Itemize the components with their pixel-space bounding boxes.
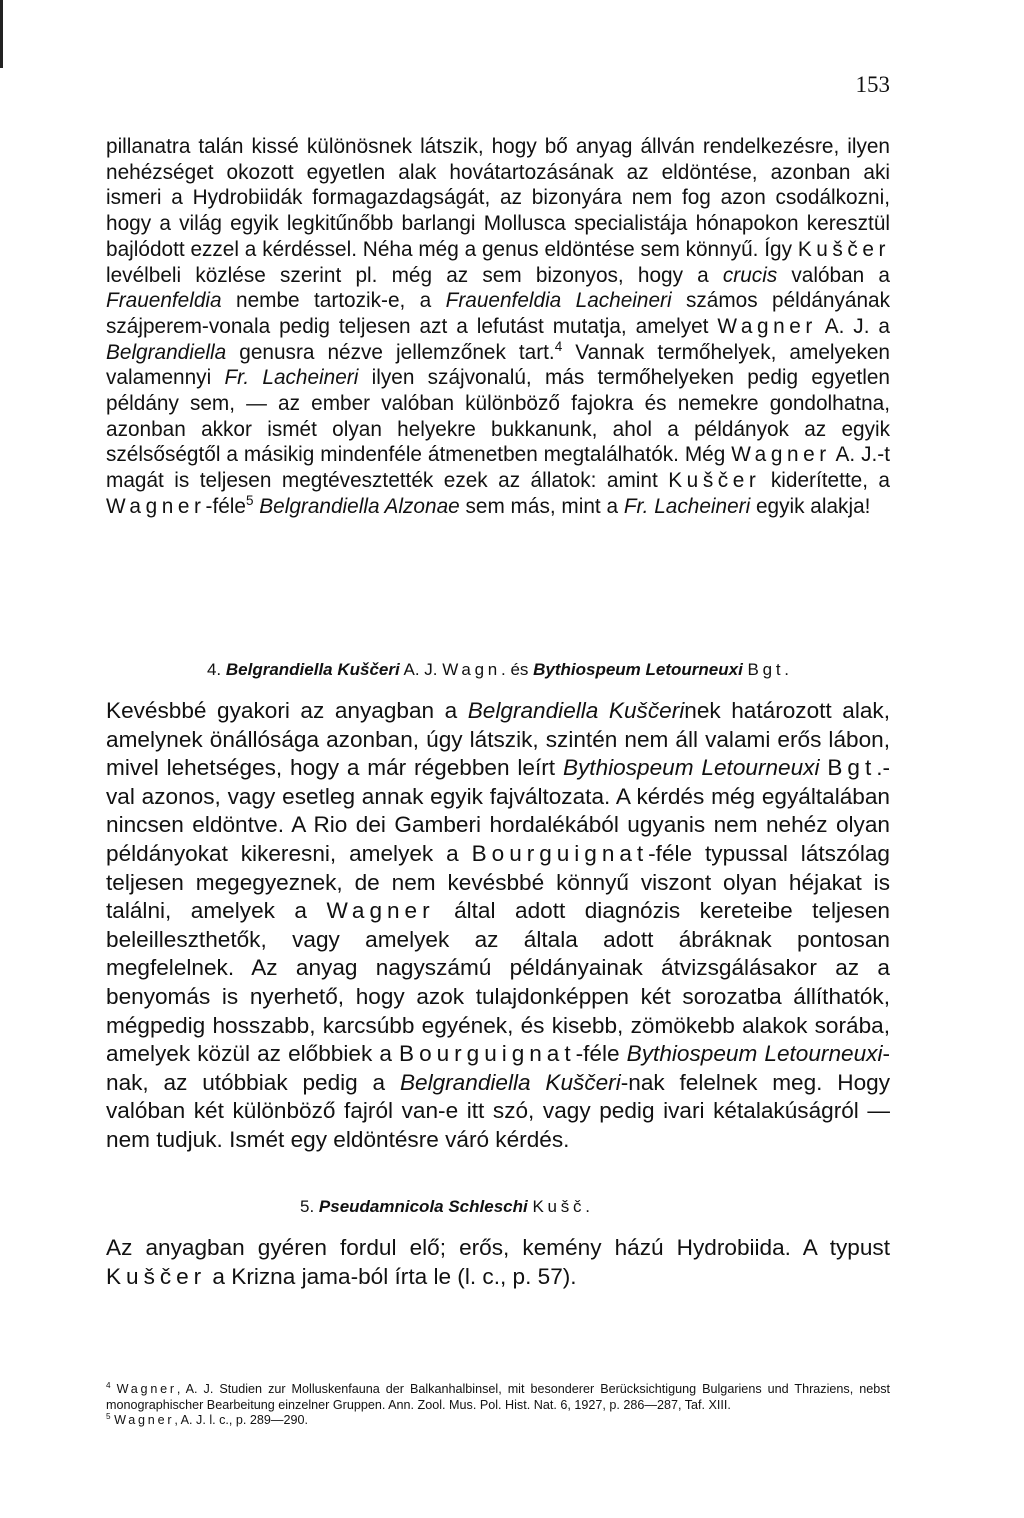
- footnote-run: Wagner: [114, 1413, 175, 1427]
- paragraph-run: Kevésbbé gyakori az anyagban a: [106, 698, 468, 723]
- paragraph-run: Belgrandiella Kuščeri: [467, 698, 685, 723]
- paragraph-run: Kuščer: [797, 237, 890, 261]
- paragraph-run: Wagner: [326, 898, 435, 924]
- footnote-run: , A. J. l. c., p. 289—290.: [174, 1413, 309, 1427]
- heading-run: Belgrandiella Kuščeri: [225, 660, 400, 679]
- paragraph-run: Az anyagban gyéren fordul elő; erős, kemény házú Hydrobiida. A typust: [106, 1235, 890, 1260]
- paragraph-run: Bourguignat: [399, 1041, 576, 1067]
- heading-run: A. J.: [399, 660, 443, 679]
- paragraph-run: számos példányának szájperem-vonala pedig teljesen azt a lefutást mutatja, amelyet: [106, 289, 890, 338]
- paragraph-run: Bythiospeum Letourneuxi: [562, 755, 820, 781]
- heading-run: Wagn: [442, 660, 501, 679]
- heading-run: .: [585, 1197, 590, 1216]
- footnote-run: Wagner: [116, 1382, 177, 1396]
- heading-run: .: [784, 660, 790, 679]
- paragraph-run: Fr. Lacheineri: [623, 494, 751, 518]
- paragraph-run: Bythiospeum Letourneuxi: [626, 1041, 883, 1067]
- body-paragraph-2: [106, 697, 890, 1155]
- paragraph-run: a Krizna jama-ból írta le (l. c., p. 57).: [206, 1263, 577, 1289]
- paragraph-run: genusra nézve jellemzőnek tart.: [226, 340, 555, 364]
- paragraph-run: Bourguignat: [471, 840, 649, 866]
- paragraph-run: kiderítette, a: [760, 469, 891, 493]
- section-heading-5: [300, 1196, 890, 1218]
- paragraph-run: Wagner: [731, 443, 831, 467]
- paragraph-run: -féle: [205, 494, 246, 518]
- paragraph-run: -féle: [575, 1041, 627, 1067]
- paragraph-run: Bgt: [827, 755, 877, 781]
- paragraph-run: -féle typussal látszólag teljesen megegyeznek, de nem kevésbbé könnyű viszont olyan héjakat is találni, amelyek a: [106, 840, 890, 924]
- paragraph-run: egyik alakja!: [750, 494, 871, 518]
- heading-run: 5.: [300, 1197, 319, 1216]
- paragraph-run: nek határozott alak, amelynek önállósága azonban, úgy látszik, szintén nem áll valami erős lábon, mivel lehetséges, hogy a már régebben leírt: [106, 698, 890, 781]
- footnotes: [106, 1382, 890, 1429]
- paragraph-run: -nak, az utóbbiak pedig a: [106, 1041, 891, 1095]
- paragraph-run: Kuščer: [668, 469, 761, 493]
- paragraph-run: valóban a: [777, 263, 890, 287]
- paragraph-run: Frauenfeldia: [106, 289, 222, 313]
- paragraph-run: Belgrandiella Kuščeri: [399, 1069, 621, 1095]
- page-number: 153: [855, 72, 890, 97]
- body-paragraph-3: [106, 1234, 890, 1291]
- footnote-5: [106, 1413, 890, 1429]
- paragraph-run: A. J. a: [816, 314, 890, 338]
- scan-edge-mark: [0, 0, 3, 68]
- paragraph-run: ilyen szájvonalú, más termőhelyeken pedig egyetlen példány sem, — az ember valóban különböző fajokra és nemekre gondolhatna, azonban akkor ismét olyan helyekre bukkanunk, ahol a példányok az egyik szélsőségtől a másikig mindenféle átmenetben megtalálhatók. Még: [106, 366, 890, 467]
- paragraph-run: Wagner: [106, 494, 206, 518]
- section-heading-4: [106, 659, 890, 681]
- footnote-run: , A. J. Studien zur Molluskenfauna der Balkanhalbinsel, mit besonderer Berücksichtigung Bulgariens und Thraziens, nebst monographischer Bearbeitung einzelner Gruppen. Ann. Zool. Mus. Pol. Hist. Nat. 6, 1927, p. 286—287, Taf. XIII.: [106, 1382, 891, 1412]
- footnote-run: 5: [106, 1411, 111, 1421]
- heading-run: Bythiospeum Letourneuxi: [533, 660, 743, 679]
- paragraph-run: által adott diagnózis kereteibe teljesen beleilleszthetők, vagy amelyek az általa adott ábráknak pontosan megfelelnek. Az anyag nagyszámú példányainak átvizsgálásakor az a benyomás is nyerhető, hogy azok tulajdonképpen két sorozatba állíthatók, mégpedig hosszabb, karcsúbb egyének, és kisebb, zömökebb alakok sorába, amelyek közül az előbbiek a: [106, 898, 890, 1067]
- paragraph-run: .-val azonos, vagy esetleg annak egyik fajváltozata. A kérdés még egyáltalában nincsen eldöntve. A Rio dei Gamberi hordalékából ugyanis nem nehéz olyan példányokat kikeresni, amelyek a: [106, 755, 891, 866]
- paragraph-run: 5: [245, 492, 254, 508]
- heading-run: Bgt: [747, 660, 785, 679]
- paragraph-run: Belgrandiella Alzonae: [259, 494, 460, 518]
- paragraph-run: 4: [554, 338, 563, 354]
- paragraph-run: Belgrandiella: [106, 340, 227, 364]
- heading-run: 4.: [206, 660, 226, 679]
- heading-run: . és: [501, 660, 534, 679]
- paragraph-run: Wagner: [717, 314, 817, 338]
- paragraph-run: Vannak termőhelyek, amelyeken valamennyi: [106, 340, 890, 390]
- paragraph-run: nembe tartozik-e, a: [221, 289, 446, 313]
- paragraph-run: pillanatra talán kissé különösnek látszik, hogy bő anyag állván rendelkezésre, ilyen nehézséget okozott egyetlen alak hovátartozásának az eldöntése, azonban aki ismeri a Hydrobiidák formagazdagságát, az bizonyára nem fog azon csodálkozni, hogy a világ egyik legkitűnőbb barlangi Mollusca specialistája hónapokon keresztül bajlódott ezzel a kérdéssel. Néha még a genus eldöntése sem könnyű. Így: [106, 135, 890, 261]
- paragraph-run: -nak felelnek meg. Hogy valóban két különböző fajról van-e itt szó, vagy pedig ivari kétalakúságról — nem tudjuk. Ismét egy eldöntésre váró kérdés.: [106, 1069, 890, 1152]
- footnote-run: 4: [106, 1380, 111, 1390]
- paragraph-run: Frauenfeldia Lacheineri: [445, 289, 672, 313]
- heading-run: Pseudamnicola Schleschi: [318, 1197, 528, 1216]
- footnote-4: [106, 1382, 890, 1413]
- paragraph-run: A. J.-t magát is teljesen megtévesztették ezek az állatok: amint: [106, 443, 890, 493]
- paragraph-run: Kuščer: [106, 1263, 207, 1289]
- paragraph-run: sem más, mint a: [459, 494, 624, 518]
- body-paragraph-1: [106, 134, 890, 520]
- paragraph-run: Fr. Lacheineri: [224, 366, 359, 390]
- heading-run: Kušč: [532, 1197, 586, 1216]
- paragraph-run: levélbeli közlése szerint pl. még az sem bizonyos, hogy a: [106, 263, 723, 287]
- paragraph-run: crucis: [722, 263, 778, 287]
